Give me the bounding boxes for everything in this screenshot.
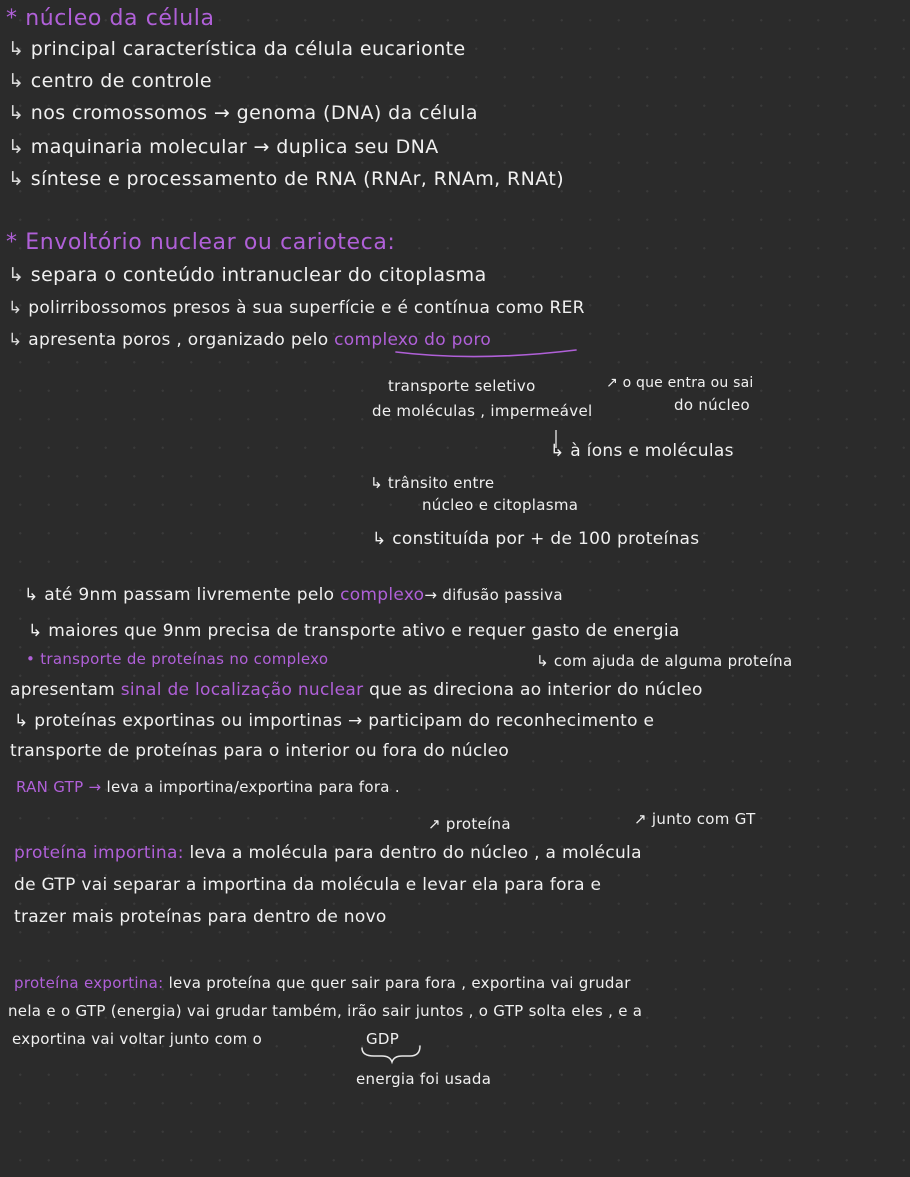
title-envoltorio: * Envoltório nuclear ou carioteca: [6, 230, 396, 255]
list-item: ↳ nos cromossomos → genoma (DNA) da célula [8, 102, 478, 124]
list-item: ↳ apresenta poros , organizado pelo complexo do poro [8, 330, 492, 350]
line-9nm-livre: ↳ até 9nm passam livremente pelo complexo→ difusão passiva [24, 585, 563, 605]
line-exportina-2: nela e o GTP (energia) vai grudar também, irão sair juntos , o GTP solta eles , e a [8, 1002, 643, 1020]
note-transporte-1: transporte seletivo [388, 377, 536, 395]
line-transporte-interior: transporte de proteínas para o interior ou fora do núcleo [10, 741, 510, 761]
underline-complexo-do-poro [396, 350, 576, 357]
arrow-icon: ↳ [8, 264, 25, 286]
note-junto-gt: ↗ junto com GT [634, 810, 756, 828]
list-item: ↳ separa o conteúdo intranuclear do citoplasma [8, 264, 487, 286]
list-item: ↳ maquinaria molecular → duplica seu DNA [8, 136, 439, 158]
list-item: ↳ polirribossomos presos à sua superfície e é contínua como RER [8, 298, 585, 318]
note-entra-sai: ↗ o que entra ou sai [606, 375, 754, 391]
list-item: ↳ síntese e processamento de RNA (RNAr, RNAm, RNAt) [8, 168, 565, 190]
gdp-label: GDP [366, 1030, 400, 1048]
brace-gdp [362, 1046, 420, 1062]
note-energia-usada: energia foi usada [356, 1070, 492, 1088]
line-ran-gtp: RAN GTP → leva a importina/exportina para fora . [16, 778, 400, 796]
importina-term: proteína importina: [14, 843, 184, 863]
line-9nm-ativo: ↳ maiores que 9nm precisa de transporte ativo e requer gasto de energia [28, 621, 680, 641]
list-item: ↳ principal característica da célula eucarionte [8, 38, 466, 60]
line-exportina-1: proteína exportina: leva proteína que quer sair para fora , exportina vai grudar [14, 974, 631, 992]
line-importina-2: de GTP vai separar a importina da molécula e levar ela para fora e [14, 875, 602, 895]
line-importina-1: proteína importina: leva a molécula para dentro do núcleo , a molécula [14, 843, 642, 863]
bullet-transporte-proteinas: • transporte de proteínas no complexo [26, 650, 329, 668]
note-ions: ↳ à íons e moléculas [550, 441, 734, 461]
line-sinal-localizacao: apresentam sinal de localização nuclear que as direciona ao interior do núcleo [10, 680, 703, 700]
line-exportinas-importinas: ↳ proteínas exportinas ou importinas → participam do reconhecimento e [14, 711, 655, 731]
note-transito-2: núcleo e citoplasma [422, 496, 579, 514]
note-do-nucleo: do núcleo [674, 396, 751, 414]
line-exportina-3: exportina vai voltar junto com o [12, 1030, 263, 1048]
note-proteina: ↗ proteína [428, 815, 511, 833]
exportina-term: proteína exportina: [14, 974, 164, 992]
line-importina-3: trazer mais proteínas para dentro de novo [14, 907, 387, 927]
arrow-icon: ↳ [8, 330, 23, 350]
complexo-do-poro-term: complexo do poro [334, 330, 492, 350]
arrow-icon: ↳ [8, 168, 25, 190]
list-item: ↳ centro de controle [8, 70, 213, 92]
note-transito-1: ↳ trânsito entre [370, 474, 495, 492]
arrow-icon: ↳ [8, 38, 25, 60]
arrow-icon: ↳ [8, 136, 25, 158]
note-ajuda-proteina: ↳ com ajuda de alguma proteína [536, 652, 793, 670]
arrow-icon: ↳ [8, 102, 25, 124]
note-proteinas: ↳ constituída por + de 100 proteínas [372, 529, 700, 549]
ran-gtp-term: RAN GTP → [16, 778, 102, 796]
arrow-icon: ↳ [8, 70, 25, 92]
sinal-localizacao-term: sinal de localização nuclear [120, 680, 364, 700]
complexo-term: complexo [340, 585, 425, 605]
arrow-icon: ↳ [8, 298, 23, 318]
note-transporte-2: de moléculas , impermeável [372, 402, 593, 420]
title-nucleo: * núcleo da célula [6, 6, 215, 31]
